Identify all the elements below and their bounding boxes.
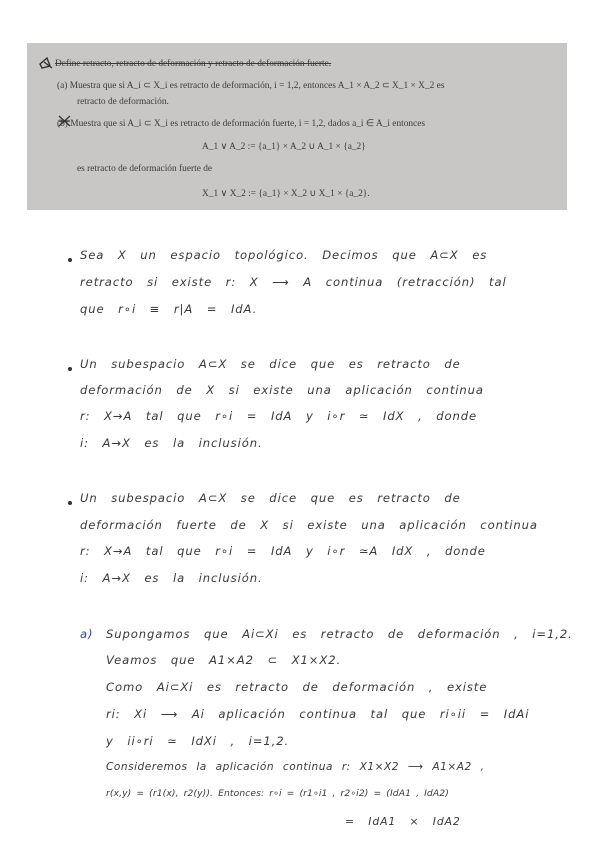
part-a-line-1: Supongamos que Ai⊂Xi es retracto de deformación , i=1,2.: [106, 627, 573, 641]
problem-line-7: X_1 ∨ X_2 := {a_1} × X_2 ∪ X_1 × {a_2}.: [202, 189, 370, 199]
def3-line-4: i: A→X es la inclusión.: [80, 571, 263, 585]
def1-line-3: que r∘i ≡ r|A = IdA.: [80, 302, 258, 316]
part-a-line-3: Como Ai⊂Xi es retracto de deformación , existe: [106, 680, 488, 694]
def2-line-1: Un subespacio A⊂X se dice que es retracto de: [80, 357, 461, 371]
part-a-label: a): [80, 627, 94, 641]
problem-line-3: retracto de deformación.: [77, 97, 169, 107]
part-a-line-2: Veamos que A1×A2 ⊂ X1×X2.: [106, 653, 342, 667]
problem-line-6: es retracto de deformación fuerte de: [77, 164, 213, 174]
def2-line-4: i: A→X es la inclusión.: [80, 436, 263, 450]
part-a-line-6: Consideremos la aplicación continua r: X1×X2 ⟶ A1×A2 ,: [106, 761, 485, 773]
def1-line-2: retracto si existe r: X ⟶ A continua (retracción) tal: [80, 275, 507, 289]
problem-line-5: A_1 ∨ A_2 := {a_1} × A_2 ∪ A_1 × {a_2}: [202, 142, 366, 152]
problem-line-1: Define retracto, retracto de deformación y retracto de deformación fuerte.: [55, 59, 332, 69]
part-a-line-7: r(x,y) = (r1(x), r2(y)). Entonces: r∘i = (r1∘i1 , r2∘i2) = (IdA1 , IdA2): [106, 788, 449, 799]
problem-line-4: (b) Muestra que si A_i ⊂ X_i es retracto de deformación fuerte, i = 1,2, dados a_i ∈ A_i entonces: [57, 119, 426, 129]
bullet-1: [68, 258, 72, 262]
def3-line-1: Un subespacio A⊂X se dice que es retracto de: [80, 491, 461, 505]
def1-line-1: Sea X un espacio topológico. Decimos que A⊂X es: [80, 248, 488, 262]
problem-photo: [27, 43, 567, 210]
def2-line-2: deformación de X si existe una aplicación continua: [80, 383, 484, 397]
part-a-line-4: ri: Xi ⟶ Ai aplicación continua tal que ri∘ii = IdAi: [106, 707, 530, 721]
def3-line-2: deformación fuerte de X si existe una aplicación continua: [80, 518, 538, 532]
problem-line-2: (a) Muestra que si A_i ⊂ X_i es retracto de deformación, i = 1,2, entonces A_1 × A_2 ⊂ X_1 × X_2 es: [57, 81, 445, 91]
part-a-line-8: = IdA1 × IdA2: [345, 815, 461, 828]
part-a-line-5: y ii∘ri ≃ IdXi , i=1,2.: [106, 734, 290, 748]
def2-line-3: r: X→A tal que r∘i = IdA y i∘r ≃ IdX , donde: [80, 409, 477, 423]
def3-line-3: r: X→A tal que r∘i = IdA y i∘r ≃A IdX , donde: [80, 544, 486, 558]
bullet-3: [68, 501, 72, 505]
star-scribble-icon: [38, 56, 56, 72]
bullet-2: [68, 367, 72, 371]
